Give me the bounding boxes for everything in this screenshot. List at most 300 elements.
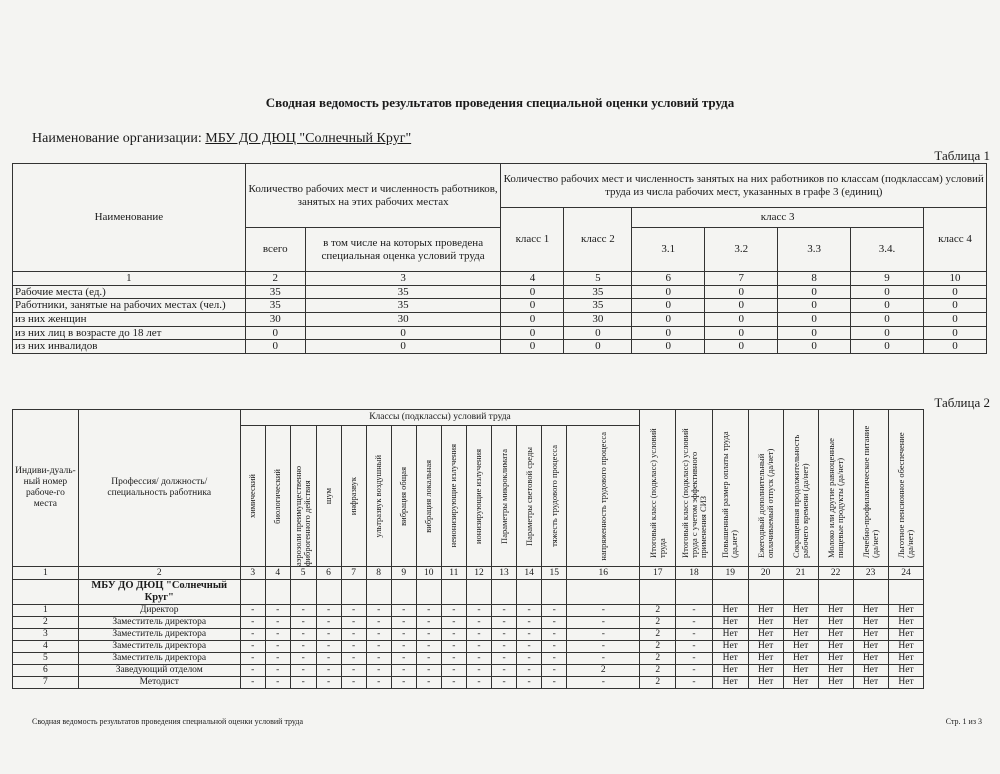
value-cell: -: [567, 605, 640, 617]
value-cell: -: [466, 629, 491, 641]
value-cell: 0: [632, 326, 705, 340]
table-row: [13, 629, 992, 641]
empty-cell: [818, 580, 853, 605]
value-cell: -: [466, 677, 491, 689]
value-cell: -: [290, 665, 316, 677]
profession: Методист: [78, 677, 240, 689]
header-factor: вибрация общая: [391, 426, 416, 567]
empty-cell: [441, 580, 466, 605]
column-number: 5: [564, 272, 632, 286]
value-cell: -: [265, 665, 290, 677]
empty-cell: [888, 580, 924, 605]
value-cell: 2: [640, 653, 676, 665]
value-cell: Нет: [853, 641, 888, 653]
value-cell: -: [676, 665, 713, 677]
value-cell: -: [466, 653, 491, 665]
row-label: из них инвалидов: [13, 340, 246, 354]
value-cell: -: [391, 665, 416, 677]
column-number: 24: [888, 567, 924, 580]
value-cell: 0: [778, 299, 851, 313]
header-factor: тяжесть трудового процесса: [542, 426, 567, 567]
value-cell: -: [240, 665, 265, 677]
header-class-3-1: 3.1: [632, 228, 705, 272]
value-cell: Нет: [783, 617, 818, 629]
value-cell: -: [316, 617, 341, 629]
column-number: 5: [290, 567, 316, 580]
header-workplace-id: Индиви-дуаль-ный номер рабоче-го места: [13, 410, 79, 567]
value-cell: -: [567, 677, 640, 689]
value-cell: Нет: [818, 677, 853, 689]
value-cell: -: [265, 653, 290, 665]
empty-cell: [640, 580, 676, 605]
value-cell: -: [567, 653, 640, 665]
value-cell: 0: [501, 285, 564, 299]
value-cell: Нет: [853, 653, 888, 665]
value-cell: -: [676, 629, 713, 641]
value-cell: -: [517, 665, 542, 677]
column-number: 9: [851, 272, 924, 286]
empty-cell: [240, 580, 265, 605]
header-classes: Классы (подклассы) условий труда: [240, 410, 640, 426]
value-cell: 30: [305, 312, 501, 326]
value-cell: -: [517, 641, 542, 653]
value-cell: Нет: [818, 629, 853, 641]
column-number: 3: [240, 567, 265, 580]
value-cell: -: [676, 641, 713, 653]
value-cell: 0: [923, 299, 986, 313]
value-cell: 0: [778, 340, 851, 354]
value-cell: -: [316, 677, 341, 689]
value-cell: -: [491, 677, 516, 689]
value-cell: Нет: [712, 629, 748, 641]
header-name: Наименование: [13, 164, 246, 272]
value-cell: -: [366, 617, 391, 629]
header-extra: Итоговый класс (подкласс) условий труда: [640, 410, 676, 567]
value-cell: -: [366, 629, 391, 641]
column-number: 4: [501, 272, 564, 286]
value-cell: -: [517, 617, 542, 629]
header-factor: шум: [316, 426, 341, 567]
value-cell: 0: [245, 326, 305, 340]
value-cell: -: [391, 653, 416, 665]
value-cell: Нет: [853, 665, 888, 677]
value-cell: Нет: [712, 653, 748, 665]
header-factor: Параметры световой среды: [517, 426, 542, 567]
workplace-id: 1: [13, 605, 79, 617]
value-cell: -: [290, 629, 316, 641]
value-cell: 2: [640, 629, 676, 641]
value-cell: 0: [923, 312, 986, 326]
value-cell: Нет: [818, 653, 853, 665]
column-number: 17: [640, 567, 676, 580]
value-cell: -: [341, 605, 366, 617]
value-cell: 0: [923, 285, 986, 299]
value-cell: -: [441, 677, 466, 689]
column-number: 10: [923, 272, 986, 286]
header-factor: химический: [240, 426, 265, 567]
header-class-3-4: 3.4.: [851, 228, 924, 272]
value-cell: 0: [851, 285, 924, 299]
header-factor: инфразвук: [341, 426, 366, 567]
value-cell: Нет: [712, 641, 748, 653]
table-row: [13, 285, 987, 299]
table-row: [13, 677, 992, 689]
value-cell: -: [265, 641, 290, 653]
column-number: 12: [466, 567, 491, 580]
value-cell: -: [416, 665, 441, 677]
value-cell: 0: [245, 340, 305, 354]
value-cell: 0: [501, 340, 564, 354]
workplace-id: 7: [13, 677, 79, 689]
header-extra: Молоко или другие равноценные пищевые продукты (да/нет): [818, 410, 853, 567]
row-label: Рабочие места (ед.): [13, 285, 246, 299]
header-factor: Параметры микроклимата: [491, 426, 516, 567]
value-cell: 2: [640, 641, 676, 653]
value-cell: 35: [564, 299, 632, 313]
value-cell: 35: [245, 285, 305, 299]
value-cell: -: [290, 641, 316, 653]
value-cell: -: [391, 617, 416, 629]
value-cell: -: [290, 617, 316, 629]
header-class3: класс 3: [632, 208, 924, 228]
value-cell: -: [491, 653, 516, 665]
table-row: [13, 605, 992, 617]
value-cell: -: [391, 629, 416, 641]
value-cell: -: [316, 665, 341, 677]
value-cell: -: [391, 641, 416, 653]
value-cell: 0: [778, 312, 851, 326]
column-number: 1: [13, 567, 79, 580]
value-cell: 35: [305, 299, 501, 313]
column-number: 16: [567, 567, 640, 580]
header-extra: Лечебно-профилактическое питание (да/нет): [853, 410, 888, 567]
value-cell: -: [265, 605, 290, 617]
value-cell: -: [341, 629, 366, 641]
empty-cell: [517, 580, 542, 605]
workplace-id: 5: [13, 653, 79, 665]
workplaces-table: [12, 409, 992, 689]
header-extra: Льготное пенсионное обеспечение (да/нет): [888, 410, 924, 567]
value-cell: -: [316, 641, 341, 653]
value-cell: 0: [632, 340, 705, 354]
value-cell: -: [676, 605, 713, 617]
profession: Заместитель директора: [78, 617, 240, 629]
org-name: МБУ ДО ДЮЦ "Солнечный Круг": [205, 131, 412, 146]
value-cell: -: [466, 617, 491, 629]
value-cell: 2: [640, 617, 676, 629]
profession: Заместитель директора: [78, 629, 240, 641]
header-factor: аэрозоли преимущественно фиброгенного действия: [290, 426, 316, 567]
organization-line: [32, 131, 411, 147]
value-cell: -: [265, 629, 290, 641]
value-cell: -: [240, 629, 265, 641]
value-cell: -: [542, 629, 567, 641]
value-cell: -: [542, 665, 567, 677]
table-row: [13, 299, 987, 313]
value-cell: -: [517, 629, 542, 641]
empty-cell: [853, 580, 888, 605]
value-cell: -: [341, 617, 366, 629]
value-cell: -: [416, 617, 441, 629]
value-cell: -: [491, 605, 516, 617]
value-cell: -: [416, 641, 441, 653]
value-cell: -: [316, 653, 341, 665]
row-label: из них лиц в возрасте до 18 лет: [13, 326, 246, 340]
column-number: 19: [712, 567, 748, 580]
table-row: [13, 340, 987, 354]
table-row: [13, 326, 987, 340]
value-cell: -: [542, 653, 567, 665]
value-cell: -: [416, 629, 441, 641]
column-number: 1: [13, 272, 246, 286]
value-cell: 0: [305, 340, 501, 354]
empty-cell: [567, 580, 640, 605]
value-cell: 0: [851, 326, 924, 340]
table-row: [13, 653, 992, 665]
footer-doc-title: Сводная ведомость результатов проведения специальной оценки условий труда: [32, 717, 304, 726]
column-number: 6: [316, 567, 341, 580]
value-cell: Нет: [748, 617, 783, 629]
value-cell: 0: [923, 340, 986, 354]
empty-cell: [13, 580, 79, 605]
column-number: 22: [818, 567, 853, 580]
value-cell: Нет: [748, 629, 783, 641]
value-cell: Нет: [748, 665, 783, 677]
value-cell: -: [542, 617, 567, 629]
value-cell: -: [290, 677, 316, 689]
value-cell: 30: [564, 312, 632, 326]
value-cell: -: [491, 617, 516, 629]
value-cell: -: [416, 677, 441, 689]
value-cell: 0: [923, 326, 986, 340]
header-class1: класс 1: [501, 208, 564, 272]
value-cell: 2: [640, 677, 676, 689]
value-cell: Нет: [888, 605, 924, 617]
header-factor: биологический: [265, 426, 290, 567]
value-cell: -: [542, 605, 567, 617]
value-cell: 0: [705, 312, 778, 326]
header-profession: Профессия/ должность/ специальность работника: [78, 410, 240, 567]
table2-caption: Таблица 2: [934, 395, 990, 410]
header-extra: Ежегодный дополнительный оплачиваемый отпуск (да/нет): [748, 410, 783, 567]
value-cell: -: [290, 653, 316, 665]
header-factor: напряженность трудового процесса: [567, 426, 640, 567]
value-cell: -: [441, 665, 466, 677]
page-number: Стр. 1 из 3: [945, 717, 982, 726]
value-cell: 35: [305, 285, 501, 299]
row-label: Работники, занятые на рабочих местах (чел.): [13, 299, 246, 313]
value-cell: Нет: [783, 665, 818, 677]
value-cell: Нет: [853, 629, 888, 641]
workplace-id: 2: [13, 617, 79, 629]
value-cell: -: [341, 677, 366, 689]
summary-table: [12, 163, 987, 354]
value-cell: 0: [501, 326, 564, 340]
profession: Заместитель директора: [78, 653, 240, 665]
value-cell: -: [240, 677, 265, 689]
empty-cell: [542, 580, 567, 605]
workplace-id: 6: [13, 665, 79, 677]
value-cell: -: [240, 653, 265, 665]
table-row: [13, 617, 992, 629]
value-cell: 0: [851, 299, 924, 313]
empty-cell: [265, 580, 290, 605]
value-cell: Нет: [818, 605, 853, 617]
value-cell: -: [265, 617, 290, 629]
column-number: 6: [632, 272, 705, 286]
value-cell: Нет: [712, 605, 748, 617]
value-cell: -: [567, 629, 640, 641]
empty-cell: [366, 580, 391, 605]
header-class2: класс 2: [564, 208, 632, 272]
value-cell: -: [517, 653, 542, 665]
column-number: 14: [517, 567, 542, 580]
value-cell: 0: [564, 326, 632, 340]
value-cell: Нет: [748, 641, 783, 653]
value-cell: -: [416, 605, 441, 617]
value-cell: 0: [851, 312, 924, 326]
column-number: 23: [853, 567, 888, 580]
org-label: Наименование организации:: [32, 131, 202, 146]
value-cell: -: [265, 677, 290, 689]
value-cell: -: [391, 605, 416, 617]
value-cell: -: [676, 653, 713, 665]
value-cell: 0: [564, 340, 632, 354]
value-cell: Нет: [748, 677, 783, 689]
value-cell: 0: [705, 299, 778, 313]
value-cell: 0: [632, 299, 705, 313]
value-cell: 0: [778, 285, 851, 299]
value-cell: Нет: [853, 605, 888, 617]
value-cell: Нет: [783, 605, 818, 617]
value-cell: Нет: [748, 605, 783, 617]
header-workplaces-count: Количество рабочих мест и численность работников, занятых на этих рабочих местах: [245, 164, 501, 228]
column-number: 11: [441, 567, 466, 580]
value-cell: Нет: [783, 629, 818, 641]
empty-cell: [712, 580, 748, 605]
column-number: 3: [305, 272, 501, 286]
org-row-label: МБУ ДО ДЮЦ "Солнечный Круг": [78, 580, 240, 605]
header-factor: ионизирующие излучения: [466, 426, 491, 567]
column-number: 21: [783, 567, 818, 580]
empty-cell: [341, 580, 366, 605]
header-extra: Повышенный размер оплаты труда (да,нет): [712, 410, 748, 567]
value-cell: -: [491, 641, 516, 653]
value-cell: -: [290, 605, 316, 617]
value-cell: Нет: [888, 665, 924, 677]
value-cell: Нет: [853, 617, 888, 629]
value-cell: -: [517, 677, 542, 689]
value-cell: 0: [705, 326, 778, 340]
value-cell: -: [316, 605, 341, 617]
value-cell: 0: [705, 285, 778, 299]
header-extra: Итоговый класс (подкласс) условий труда с учетом эффективного применения СИЗ: [676, 410, 713, 567]
empty-cell: [783, 580, 818, 605]
value-cell: -: [316, 629, 341, 641]
value-cell: -: [466, 641, 491, 653]
header-extra: Сокращенная продолжительность рабочего времени (да/нет): [783, 410, 818, 567]
value-cell: -: [466, 605, 491, 617]
value-cell: -: [366, 665, 391, 677]
column-number: 10: [416, 567, 441, 580]
header-total: всего: [245, 228, 305, 272]
value-cell: -: [491, 629, 516, 641]
value-cell: -: [542, 641, 567, 653]
value-cell: Нет: [783, 677, 818, 689]
empty-cell: [290, 580, 316, 605]
column-number: 8: [366, 567, 391, 580]
column-number: 13: [491, 567, 516, 580]
empty-cell: [416, 580, 441, 605]
empty-cell: [391, 580, 416, 605]
value-cell: -: [341, 653, 366, 665]
value-cell: 0: [632, 285, 705, 299]
value-cell: 0: [851, 340, 924, 354]
value-cell: -: [240, 641, 265, 653]
value-cell: Нет: [818, 641, 853, 653]
value-cell: -: [416, 653, 441, 665]
column-number: 9: [391, 567, 416, 580]
header-factor: ультразвук воздушный: [366, 426, 391, 567]
header-factor: вибрация локальная: [416, 426, 441, 567]
table1-caption: Таблица 1: [934, 148, 990, 163]
value-cell: Нет: [818, 665, 853, 677]
value-cell: 2: [640, 605, 676, 617]
value-cell: -: [366, 605, 391, 617]
column-number: 8: [778, 272, 851, 286]
value-cell: -: [441, 617, 466, 629]
header-class4: класс 4: [923, 208, 986, 272]
header-factor: неионизирующие излучения: [441, 426, 466, 567]
value-cell: Нет: [888, 629, 924, 641]
value-cell: -: [441, 605, 466, 617]
value-cell: -: [240, 617, 265, 629]
value-cell: Нет: [783, 653, 818, 665]
value-cell: 0: [705, 340, 778, 354]
value-cell: 2: [640, 665, 676, 677]
profession: Заместитель директора: [78, 641, 240, 653]
value-cell: Нет: [712, 617, 748, 629]
value-cell: -: [441, 641, 466, 653]
empty-cell: [316, 580, 341, 605]
value-cell: -: [676, 617, 713, 629]
value-cell: -: [542, 677, 567, 689]
value-cell: 0: [632, 312, 705, 326]
value-cell: Нет: [888, 653, 924, 665]
value-cell: 35: [564, 285, 632, 299]
workplace-id: 3: [13, 629, 79, 641]
empty-cell: [676, 580, 713, 605]
workplace-id: 4: [13, 641, 79, 653]
value-cell: -: [240, 605, 265, 617]
profession: Заведующий отделом: [78, 665, 240, 677]
table-row: [13, 312, 987, 326]
value-cell: Нет: [712, 677, 748, 689]
column-number: 20: [748, 567, 783, 580]
column-number: 7: [705, 272, 778, 286]
value-cell: -: [491, 665, 516, 677]
value-cell: -: [567, 641, 640, 653]
column-number: 2: [78, 567, 240, 580]
table-row: [13, 665, 992, 677]
column-number: 2: [245, 272, 305, 286]
value-cell: -: [441, 653, 466, 665]
table-row: [13, 641, 992, 653]
header-class-3-2: 3.2: [705, 228, 778, 272]
value-cell: 0: [501, 312, 564, 326]
value-cell: Нет: [888, 677, 924, 689]
profession: Директор: [78, 605, 240, 617]
